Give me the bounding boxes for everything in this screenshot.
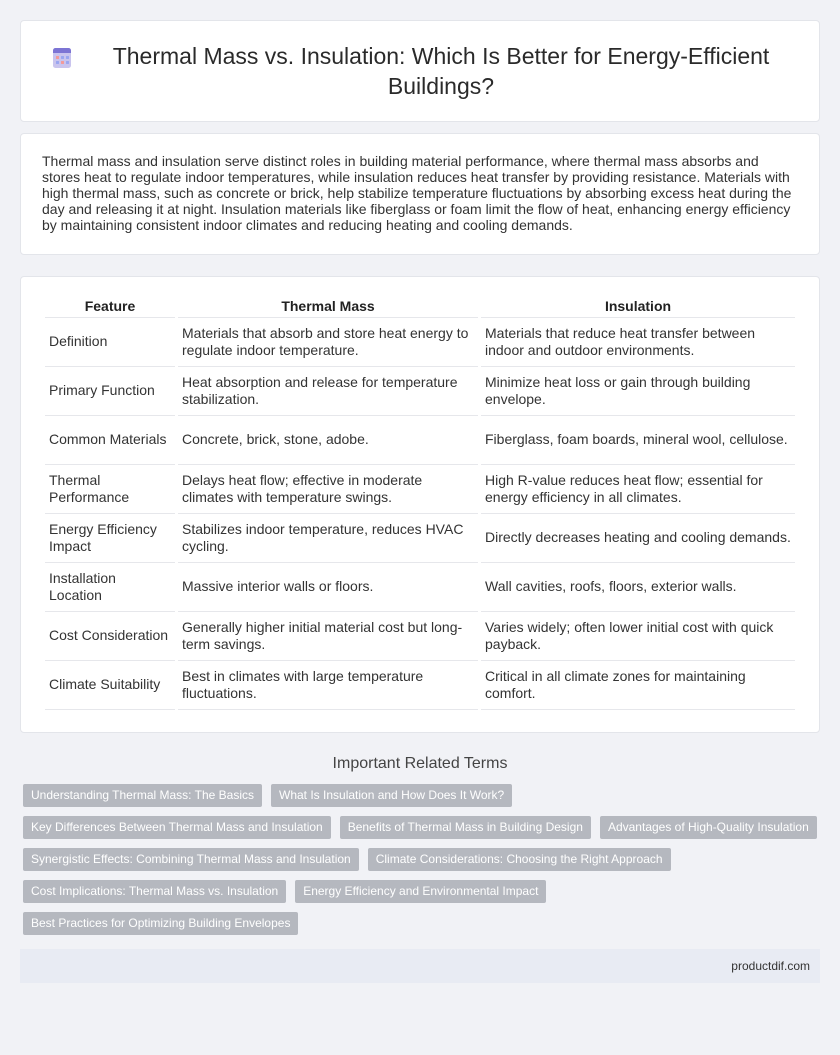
feature-cell: Installation Location — [45, 563, 175, 612]
related-tag[interactable]: Energy Efficiency and Environmental Impact — [295, 880, 546, 903]
intro-paragraph: Thermal mass and insulation serve distinct roles in building material performance, where thermal mass absorbs and stores heat to regulate indoor temperatures, while insulation reduces heat transfer by providing resistance. Materials with high thermal mass, such as concrete or brick, help stabilize temperature fluctuations by absorbing excess heat during the day and releasing it at night. Insulation materials like fiberglass or foam limit the flow of heat, enhancing energy efficiency by maintaining consistent indoor climates and reducing heating and cooling demands. — [42, 153, 792, 233]
insulation-cell: Directly decreases heating and cooling demands. — [481, 514, 795, 563]
table-row — [45, 318, 795, 367]
feature-cell: Common Materials — [45, 416, 175, 465]
thermal-mass-cell: Materials that absorb and store heat energy to regulate indoor temperature. — [178, 318, 478, 367]
insulation-cell: High R-value reduces heat flow; essential for energy efficiency in all climates. — [481, 465, 795, 514]
related-tag[interactable]: Understanding Thermal Mass: The Basics — [23, 784, 262, 807]
insulation-cell: Wall cavities, roofs, floors, exterior walls. — [481, 563, 795, 612]
related-terms-section — [0, 755, 840, 935]
page-header — [20, 20, 820, 122]
thermal-mass-cell: Massive interior walls or floors. — [178, 563, 478, 612]
related-tag[interactable]: Synergistic Effects: Combining Thermal Mass and Insulation — [23, 848, 359, 871]
page-footer — [20, 949, 820, 983]
thermal-mass-cell: Generally higher initial material cost but long-term savings. — [178, 612, 478, 661]
table-row — [45, 416, 795, 465]
footer-site-link[interactable]: productdif.com — [731, 959, 810, 973]
feature-cell: Thermal Performance — [45, 465, 175, 514]
thermal-mass-cell: Stabilizes indoor temperature, reduces HVAC cycling. — [178, 514, 478, 563]
document-icon — [51, 47, 73, 69]
related-tag[interactable]: What Is Insulation and How Does It Work? — [271, 784, 512, 807]
thermal-mass-cell: Best in climates with large temperature fluctuations. — [178, 661, 478, 710]
insulation-cell: Fiberglass, foam boards, mineral wool, cellulose. — [481, 416, 795, 465]
feature-cell: Cost Consideration — [45, 612, 175, 661]
header-thermal-mass: Thermal Mass — [178, 294, 478, 318]
page-title: Thermal Mass vs. Insulation: Which Is Better for Energy-Efficient Buildings? — [112, 43, 770, 99]
header-insulation: Insulation — [481, 294, 795, 318]
feature-cell: Definition — [45, 318, 175, 367]
table-header-row — [45, 294, 795, 318]
insulation-cell: Critical in all climate zones for maintaining comfort. — [481, 661, 795, 710]
insulation-cell: Minimize heat loss or gain through building envelope. — [481, 367, 795, 416]
feature-cell: Primary Function — [45, 367, 175, 416]
insulation-cell: Materials that reduce heat transfer between indoor and outdoor environments. — [481, 318, 795, 367]
table-row — [45, 563, 795, 612]
thermal-mass-cell: Concrete, brick, stone, adobe. — [178, 416, 478, 465]
comparison-table — [42, 294, 798, 710]
title-wrap — [51, 41, 789, 101]
thermal-mass-cell: Heat absorption and release for temperature stabilization. — [178, 367, 478, 416]
related-tags — [0, 773, 840, 935]
related-terms-title: Important Related Terms — [332, 755, 508, 772]
header-feature: Feature — [45, 294, 175, 318]
related-tag[interactable]: Climate Considerations: Choosing the Right Approach — [368, 848, 671, 871]
feature-cell: Energy Efficiency Impact — [45, 514, 175, 563]
table-row — [45, 661, 795, 710]
intro-card — [20, 133, 820, 255]
table-row — [45, 367, 795, 416]
comparison-card — [20, 276, 820, 733]
related-tag[interactable]: Key Differences Between Thermal Mass and Insulation — [23, 816, 331, 839]
table-row — [45, 465, 795, 514]
insulation-cell: Varies widely; often lower initial cost with quick payback. — [481, 612, 795, 661]
related-tag[interactable]: Advantages of High-Quality Insulation — [600, 816, 817, 839]
feature-cell: Climate Suitability — [45, 661, 175, 710]
table-row — [45, 514, 795, 563]
related-tag[interactable]: Benefits of Thermal Mass in Building Design — [340, 816, 591, 839]
related-tag[interactable]: Best Practices for Optimizing Building Envelopes — [23, 912, 298, 935]
related-tag[interactable]: Cost Implications: Thermal Mass vs. Insulation — [23, 880, 286, 903]
thermal-mass-cell: Delays heat flow; effective in moderate climates with temperature swings. — [178, 465, 478, 514]
table-row — [45, 612, 795, 661]
